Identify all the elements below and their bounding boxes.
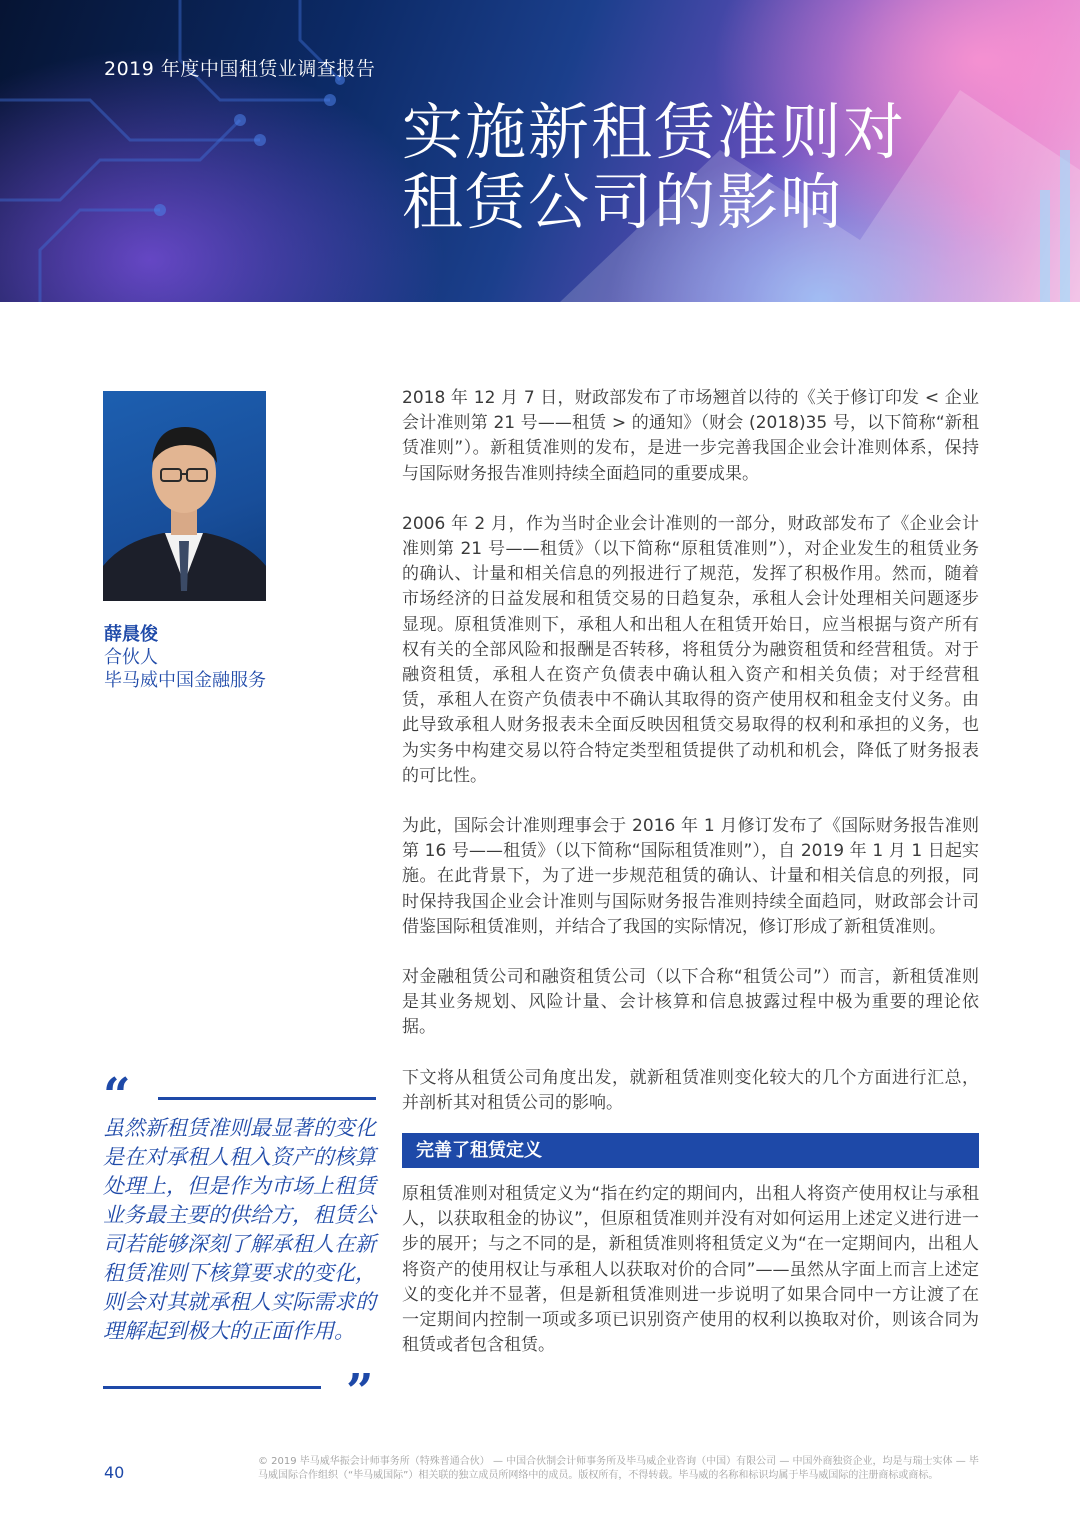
section-paragraph: 原租赁准则对租赁定义为“指在约定的期间内，出租人将资产使用权让与承租人，以获取租金的协议”，但原租赁准则并没有对如何运用上述定义进行进一步的展开；与之不同的是，新租赁准则将租赁定义为“在一定期间内，出租人将资产的使用权让与承租人以获取对价的合同”——虽然从字面上而言上述定义的变化并不显著，但是新租赁准则进一步说明了如果合同中一方让渡了在一定期间内控制一项或多项已识别资产使用的权利以换取对价，则该合同为租赁或者包含租赁。 [402, 1184, 979, 1356]
paragraph-2: 2006 年 2 月，作为当时企业会计准则的一部分，财政部发布了《企业会计准则第 21 号——租赁》（以下简称“原租赁准则”），对企业发生的租赁业务的确认、计量和相关信息的列报进行了规范，发挥了积极作用。然而，随着市场经济的日益发展和租赁交易的日趋复杂，承租人会计处理相关问题逐步显现。原租赁准则下，承租人和出租人在租赁开始日，应当根据与资产所有权有关的全部风险和报酬是否转移，将租赁分为融资租赁和经营租赁。对于融资租赁，承租人在资产负债表中确认租入资产和相关负债；对于经营租赁，承租人在资产负债表中不确认其取得的资产使用权和租金支付义务。由此导致承租人财务报表未全面反映因租赁交易取得的权利和承担的义务，也为实务中构建交易以符合特定类型租赁提供了动机和机会，降低了财务报表的可比性。 [402, 513, 979, 786]
page-number: 40 [104, 1463, 125, 1482]
paragraph-3: 为此，国际会计准则理事会于 2016 年 1 月修订发布了《国际财务报告准则第 16 号——租赁》（以下简称“国际租赁准则”），自 2019 年 1 月 1 日起实施。在此背景下，为了进一步规范租赁的确认、计量和相关信息的列报，同时保持我国企业会计准则与国际财务报告准则持续全面趋同，财政部会计司借鉴国际租赁准则，并结合了我国的实际情况，修订形成了新租赁准则。 [402, 816, 979, 937]
hero-banner [0, 0, 1080, 302]
person-silhouette-icon [103, 391, 266, 601]
quote-open-icon: “ [103, 1068, 131, 1124]
author-portrait [103, 391, 266, 601]
paragraph-4: 对金融租赁公司和融资租赁公司（以下合称“租赁公司”）而言，新租赁准则是其业务规划、风险计量、会计核算和信息披露过程中极为重要的理论依据。 [402, 967, 979, 1038]
quote-divider-top [158, 1097, 376, 1100]
article-body [402, 386, 979, 1384]
report-title: 2019 年度中国租赁业调查报告 [104, 58, 376, 80]
author-organization: 毕马威中国金融服务 [104, 670, 266, 691]
page-title [402, 98, 906, 238]
paragraph-5: 下文将从租赁公司角度出发，就新租赁准则变化较大的几个方面进行汇总，并剖析其对租赁公司的影响。 [402, 1067, 979, 1113]
author-role: 合伙人 [104, 647, 158, 668]
quote-divider-bottom [103, 1386, 321, 1389]
quote-close-icon: ” [346, 1364, 374, 1420]
paragraph-1: 2018 年 12 月 7 日，财政部发布了市场翘首以待的《关于修订印发 < 企业会计准则第 21 号——租赁 > 的通知》（财会 (2018)35 号，以下简称“新租赁准则”）。新租赁准则的发布，是进一步完善我国企业会计准则体系，保持与国际财务报告准则持续全面趋同的重要成果。 [402, 388, 979, 484]
section-heading: 完善了租赁定义 [402, 1133, 979, 1168]
footer-legal: © 2019 毕马威华振会计师事务所（特殊普通合伙） — 中国合伙制会计师事务所及毕马威企业咨询（中国）有限公司 — 中国外商独资企业，均是与瑞士实体 — 毕马威国际合作组织（“毕马威国际”）相关联的独立成员所网络中的成员。版权所有，不得转载。毕马威的名称和标识均属于毕马威国际的注册商标或商标。 [258, 1456, 979, 1481]
page-title-line-2: 租赁公司的影响 [402, 167, 844, 238]
author-name: 薛晨俊 [104, 624, 158, 645]
pull-quote: 虽然新租赁准则最显著的变化是在对承租人租入资产的核算处理上，但是作为市场上租赁业务最主要的供给方，租赁公司若能够深刻了解承租人在新租赁准则下核算要求的变化，则会对其就承租人实际需求的理解起到极大的正面作用。 [103, 1116, 376, 1343]
page-title-line-1: 实施新租赁准则对 [402, 97, 907, 168]
